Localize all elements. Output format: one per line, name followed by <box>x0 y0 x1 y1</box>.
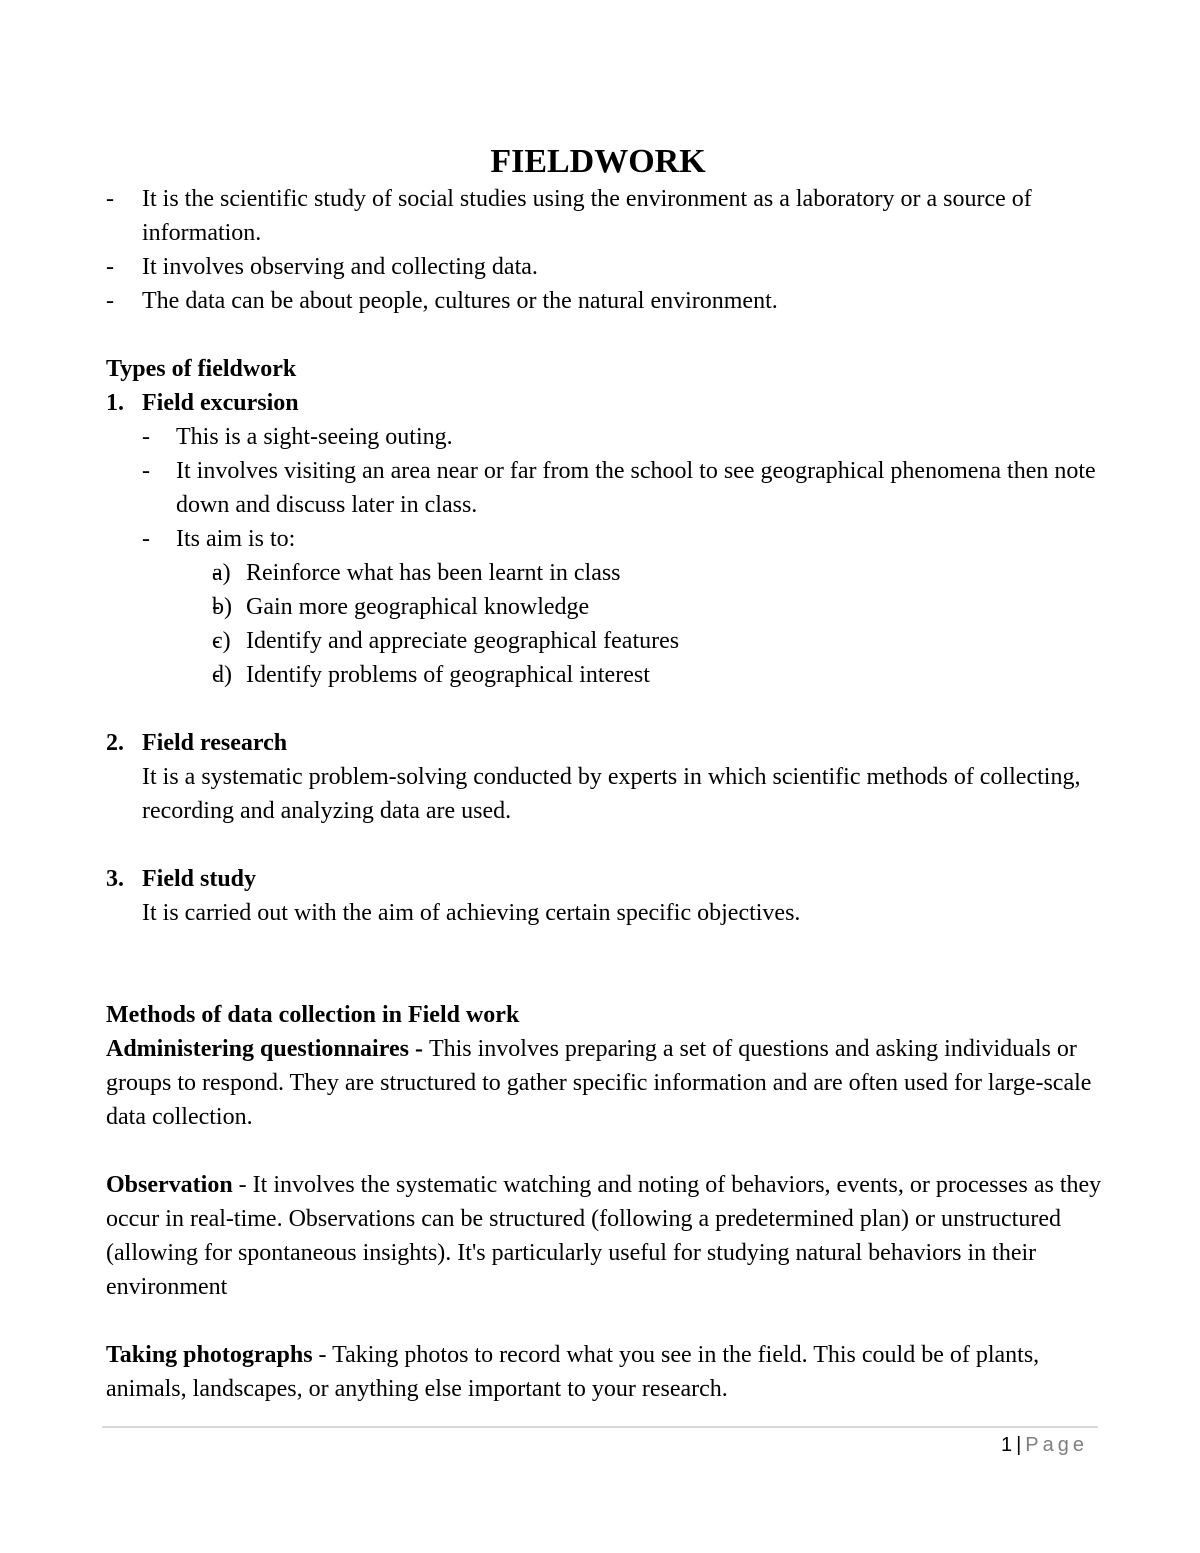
page-footer <box>102 1426 1098 1456</box>
aims-list <box>142 556 1106 692</box>
aim-item <box>212 624 1106 658</box>
spacer <box>106 930 1106 964</box>
type-title: Field study <box>142 866 257 892</box>
method-text: It involves the systematic watching and noting of behaviors, events, or processes as they occur in real-time. Observations can be structured (following a predetermined plan) or unstructured (allowing for spontaneous insights). It's particularly useful for studying natural behaviors in their environment <box>106 1172 1102 1300</box>
aim-label: - b) <box>212 594 232 620</box>
type-number: 3. <box>106 866 124 892</box>
spacer <box>106 692 1106 726</box>
method-observation <box>106 1168 1106 1304</box>
aim-item <box>212 658 1106 692</box>
excursion-bullet: - This is a sight-seeing outing. <box>142 420 1106 454</box>
type-title: Field research <box>142 730 288 756</box>
spacer <box>106 1134 1106 1168</box>
intro-item: - The data can be about people, cultures or the natural environment. <box>106 284 1106 318</box>
type-item-field-research <box>106 726 1106 828</box>
spacer <box>106 1304 1106 1338</box>
page-number <box>1001 1434 1088 1457</box>
aim-label: - a) <box>212 560 231 586</box>
type-description: It is carried out with the aim of achieving certain specific objectives. <box>142 900 801 926</box>
aim-text: Reinforce what has been learnt in class <box>246 560 621 586</box>
aim-label: - c) <box>212 628 231 654</box>
spacer <box>106 964 1106 998</box>
page-title: FIELDWORK <box>490 143 706 180</box>
intro-list <box>106 182 1106 318</box>
aim-text: Gain more geographical knowledge <box>246 594 590 620</box>
method-photographs <box>106 1338 1106 1406</box>
method-term: Taking photographs <box>106 1342 313 1368</box>
type-description: It is a systematic problem-solving conducted by experts in which scientific methods of collecting, recording and analyzing data are used. <box>142 764 1081 824</box>
method-separator: - <box>312 1342 333 1368</box>
aim-item <box>212 590 1106 624</box>
methods-heading: Methods of data collection in Field work <box>106 1002 520 1028</box>
method-text: This involves preparing a set of questions and asking individuals or groups to respond. They are structured to gather specific information and are often used for large-scale data collection. <box>106 1036 1092 1130</box>
aim-text: Identify problems of geographical interest <box>246 662 650 688</box>
page-content <box>106 142 1106 1406</box>
type-title: Field excursion <box>142 390 299 416</box>
excursion-bullet <box>142 522 1106 692</box>
excursion-bullets <box>142 420 1106 692</box>
type-number: 2. <box>106 730 124 756</box>
types-heading: Types of fieldwork <box>106 356 297 382</box>
excursion-bullet: - It involves visiting an area near or far from the school to see geographical phenomena then note down and discuss later in class. <box>142 454 1106 522</box>
type-item-field-study <box>106 862 1106 930</box>
intro-item: - It is the scientific study of social studies using the environment as a laboratory or a source of information. <box>106 182 1106 250</box>
aim-label: - d) <box>212 662 232 688</box>
type-item-field-excursion <box>106 386 1106 692</box>
method-separator: - <box>408 1036 429 1062</box>
aim-item <box>212 556 1106 590</box>
method-term: Observation <box>106 1172 233 1198</box>
page-label: Page <box>1025 1434 1088 1456</box>
spacer <box>106 828 1106 862</box>
aim-text: Identify and appreciate geographical features <box>246 628 680 654</box>
excursion-bullet-text: Its aim is to: <box>176 526 296 552</box>
method-term: Administering questionnaires <box>106 1036 409 1062</box>
page-number-separator: | <box>1016 1434 1022 1456</box>
method-questionnaires <box>106 1032 1106 1134</box>
page-number-value: 1 <box>1000 1434 1013 1456</box>
spacer <box>106 318 1106 352</box>
type-number: 1. <box>106 390 124 416</box>
method-text: Taking photos to record what you see in the field. This could be of plants, animals, landscapes, or anything else important to your research. <box>106 1342 1040 1402</box>
method-separator: - <box>232 1172 253 1198</box>
intro-item: - It involves observing and collecting data. <box>106 250 1106 284</box>
